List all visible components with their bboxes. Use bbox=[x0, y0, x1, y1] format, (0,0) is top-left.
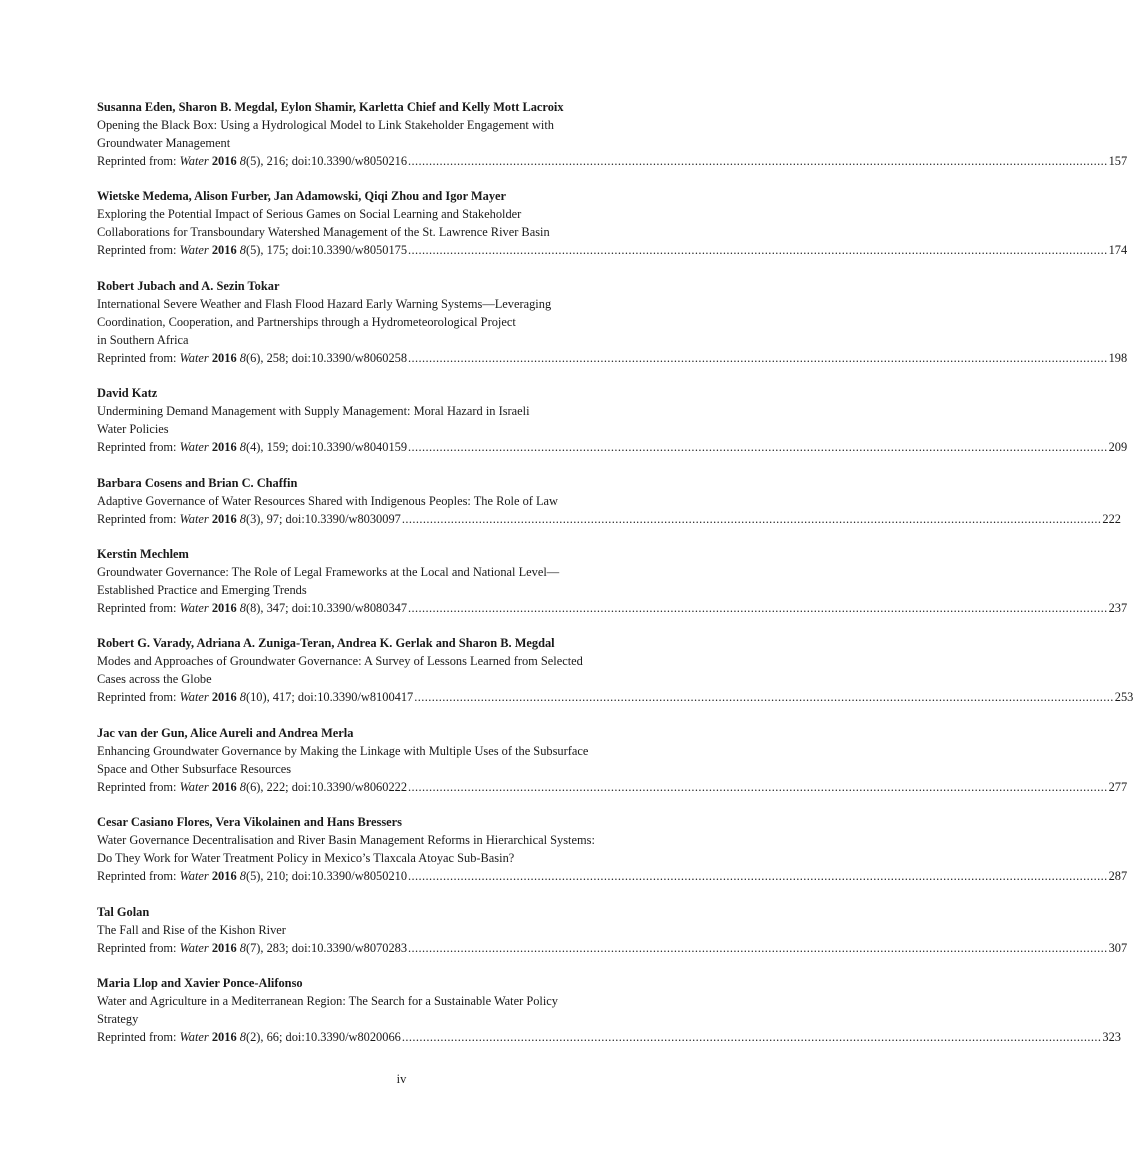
entry-reprint-line bbox=[97, 510, 1121, 528]
volume-number: 8 bbox=[239, 940, 246, 955]
volume-number: 8 bbox=[239, 690, 246, 705]
entry-page-number[interactable]: 277 bbox=[1108, 779, 1128, 794]
issue-article-doi: (2), 66; doi:10.3390/w8020066 bbox=[245, 1029, 401, 1044]
leader-dots: ........................................................................................................................................................................................................ bbox=[401, 1029, 1102, 1044]
journal-name: Water bbox=[179, 600, 209, 615]
publication-year: 2016 bbox=[211, 511, 237, 526]
entry-title-line: Enhancing Groundwater Governance by Making the Linkage with Multiple Uses of the Subsurface bbox=[97, 743, 589, 758]
entry-title-line: Undermining Demand Management with Supply Management: Moral Hazard in Israeli bbox=[97, 404, 530, 419]
journal-name: Water bbox=[179, 511, 209, 526]
journal-name: Water bbox=[179, 350, 209, 365]
entry-authors: Jac van der Gun, Alice Aureli and Andrea Merla bbox=[97, 725, 354, 740]
reprint-label: Reprinted from: bbox=[97, 600, 180, 615]
entry-page-number[interactable]: 157 bbox=[1108, 154, 1128, 168]
journal-name: Water bbox=[179, 243, 209, 258]
volume-number: 8 bbox=[239, 779, 246, 794]
entry-authors: Robert G. Varady, Adriana A. Zuniga-Teran, Andrea K. Gerlak and Sharon B. Megdal bbox=[97, 636, 555, 651]
entry-reprint-line bbox=[97, 1028, 1121, 1046]
entry-title bbox=[97, 742, 685, 778]
publication-year: 2016 bbox=[211, 1029, 237, 1044]
entry-title-line: Modes and Approaches of Groundwater Governance: A Survey of Lessons Learned from Selected bbox=[97, 654, 583, 669]
entry-authors: Tal Golan bbox=[97, 904, 150, 919]
toc-entry[interactable] bbox=[97, 277, 1128, 367]
entry-title bbox=[97, 992, 685, 1028]
entry-title-line: Water Governance Decentralisation and River Basin Management Reforms in Hierarchical Systems: bbox=[97, 833, 595, 848]
toc-entry[interactable] bbox=[97, 98, 1128, 170]
entry-authors: Maria Llop and Xavier Ponce-Alifonso bbox=[97, 975, 303, 990]
reprint-label: Reprinted from: bbox=[97, 869, 180, 884]
publication-year: 2016 bbox=[211, 600, 237, 615]
entry-authors: David Katz bbox=[97, 386, 158, 401]
publication-year: 2016 bbox=[211, 154, 237, 168]
entry-reprint-line bbox=[97, 241, 1128, 259]
issue-article-doi: (3), 97; doi:10.3390/w8030097 bbox=[245, 511, 401, 526]
toc-entry[interactable] bbox=[97, 187, 1128, 259]
toc-entry[interactable] bbox=[97, 474, 1121, 528]
journal-name: Water bbox=[179, 940, 209, 955]
entry-title bbox=[97, 295, 685, 349]
toc-entry[interactable] bbox=[97, 545, 1128, 617]
toc-entry[interactable] bbox=[97, 903, 1128, 957]
issue-article-doi: (5), 216; doi:10.3390/w8050216 bbox=[245, 154, 408, 168]
entry-title bbox=[97, 402, 685, 438]
entry-page-number[interactable]: 287 bbox=[1108, 869, 1128, 884]
entry-title bbox=[97, 831, 685, 867]
entry-title-line: Water and Agriculture in a Mediterranean Region: The Search for a Sustainable Water Policy bbox=[97, 993, 559, 1008]
issue-article-doi: (4), 159; doi:10.3390/w8040159 bbox=[245, 440, 408, 455]
publication-year: 2016 bbox=[211, 940, 237, 955]
entry-page-number[interactable]: 323 bbox=[1102, 1029, 1121, 1044]
leader-dots: ........................................................................................................................................................................................................ bbox=[408, 440, 1108, 455]
publication-year: 2016 bbox=[211, 779, 237, 794]
journal-name: Water bbox=[179, 154, 209, 168]
reprint-label: Reprinted from: bbox=[97, 779, 180, 794]
page-number: iv bbox=[396, 1072, 407, 1086]
entry-title bbox=[97, 205, 685, 241]
entry-page-number[interactable]: 174 bbox=[1108, 243, 1128, 258]
entry-authors: Cesar Casiano Flores, Vera Vikolainen and Hans Bressers bbox=[97, 815, 402, 830]
entry-reprint-line bbox=[97, 867, 1128, 885]
toc-entry[interactable] bbox=[97, 813, 1128, 885]
entry-title-line: in Southern Africa bbox=[97, 332, 189, 347]
entry-reprint-line bbox=[97, 599, 1128, 617]
volume-number: 8 bbox=[239, 511, 246, 526]
entry-title-line: Collaborations for Transboundary Watershed Management of the St. Lawrence River Basin bbox=[97, 225, 550, 240]
toc-entry[interactable] bbox=[97, 634, 1133, 706]
entry-title-line: Exploring the Potential Impact of Serious Games on Social Learning and Stakeholder bbox=[97, 207, 522, 222]
volume-number: 8 bbox=[239, 1029, 246, 1044]
volume-number: 8 bbox=[239, 440, 246, 455]
publication-year: 2016 bbox=[211, 350, 237, 365]
entry-page-number[interactable]: 209 bbox=[1108, 440, 1128, 455]
entry-authors: Kerstin Mechlem bbox=[97, 546, 189, 561]
entry-title-line: Do They Work for Water Treatment Policy in Mexico’s Tlaxcala Atoyac Sub-Basin? bbox=[97, 851, 515, 866]
entry-title bbox=[97, 652, 685, 688]
leader-dots: ........................................................................................................................................................................................................ bbox=[408, 779, 1108, 794]
journal-name: Water bbox=[179, 869, 209, 884]
reprint-label: Reprinted from: bbox=[97, 1029, 180, 1044]
volume-number: 8 bbox=[239, 600, 246, 615]
leader-dots: ........................................................................................................................................................................................................ bbox=[408, 869, 1108, 884]
leader-dots: ........................................................................................................................................................................................................ bbox=[408, 350, 1108, 365]
entry-title-line: Opening the Black Box: Using a Hydrological Model to Link Stakeholder Engagement with bbox=[97, 118, 554, 132]
entry-page-number[interactable]: 198 bbox=[1108, 350, 1128, 365]
toc-entry[interactable] bbox=[97, 724, 1128, 796]
entry-title-line: Groundwater Governance: The Role of Legal Frameworks at the Local and National Level— bbox=[97, 564, 560, 579]
leader-dots: ........................................................................................................................................................................................................ bbox=[408, 600, 1108, 615]
leader-dots: ........................................................................................................................................................................................................ bbox=[414, 690, 1114, 705]
issue-article-doi: (10), 417; doi:10.3390/w8100417 bbox=[245, 690, 414, 705]
toc-entry[interactable] bbox=[97, 384, 1128, 456]
entry-reprint-line bbox=[97, 152, 1128, 170]
entry-title bbox=[97, 921, 685, 939]
entry-title-line: Water Policies bbox=[97, 422, 169, 437]
table-of-contents bbox=[97, 98, 1133, 1063]
leader-dots: ........................................................................................................................................................................................................ bbox=[408, 154, 1108, 168]
entry-authors: Robert Jubach and A. Sezin Tokar bbox=[97, 278, 280, 293]
entry-title-line: The Fall and Rise of the Kishon River bbox=[97, 922, 286, 937]
reprint-label: Reprinted from: bbox=[97, 690, 180, 705]
issue-article-doi: (8), 347; doi:10.3390/w8080347 bbox=[245, 600, 408, 615]
leader-dots: ........................................................................................................................................................................................................ bbox=[401, 511, 1102, 526]
reprint-label: Reprinted from: bbox=[97, 440, 180, 455]
entry-authors: Wietske Medema, Alison Furber, Jan Adamowski, Qiqi Zhou and Igor Mayer bbox=[97, 189, 507, 204]
reprint-label: Reprinted from: bbox=[97, 243, 180, 258]
journal-name: Water bbox=[179, 690, 209, 705]
entry-reprint-line bbox=[97, 349, 1128, 367]
entry-reprint-line bbox=[97, 778, 1128, 796]
reprint-label: Reprinted from: bbox=[97, 350, 180, 365]
journal-name: Water bbox=[179, 779, 209, 794]
entry-authors: Susanna Eden, Sharon B. Megdal, Eylon Shamir, Karletta Chief and Kelly Mott Lacroix bbox=[97, 100, 564, 114]
publication-year: 2016 bbox=[211, 690, 237, 705]
entry-page-number[interactable]: 237 bbox=[1108, 600, 1128, 615]
volume-number: 8 bbox=[239, 243, 246, 258]
entry-page-number[interactable]: 253 bbox=[1114, 690, 1133, 705]
entry-title-line: Established Practice and Emerging Trends bbox=[97, 582, 307, 597]
toc-entry[interactable] bbox=[97, 974, 1121, 1046]
entry-title bbox=[97, 563, 685, 599]
entry-reprint-line bbox=[97, 688, 1133, 706]
leader-dots: ........................................................................................................................................................................................................ bbox=[408, 243, 1108, 258]
issue-article-doi: (6), 258; doi:10.3390/w8060258 bbox=[245, 350, 408, 365]
issue-article-doi: (6), 222; doi:10.3390/w8060222 bbox=[245, 779, 408, 794]
reprint-label: Reprinted from: bbox=[97, 511, 180, 526]
reprint-label: Reprinted from: bbox=[97, 940, 180, 955]
publication-year: 2016 bbox=[211, 869, 237, 884]
entry-reprint-line bbox=[97, 939, 1128, 957]
entry-title-line: International Severe Weather and Flash Flood Hazard Early Warning Systems—Leveraging bbox=[97, 296, 552, 311]
leader-dots: ........................................................................................................................................................................................................ bbox=[408, 940, 1108, 955]
journal-name: Water bbox=[179, 440, 209, 455]
issue-article-doi: (7), 283; doi:10.3390/w8070283 bbox=[245, 940, 408, 955]
entry-title-line: Space and Other Subsurface Resources bbox=[97, 761, 292, 776]
publication-year: 2016 bbox=[211, 243, 237, 258]
volume-number: 8 bbox=[239, 154, 246, 168]
issue-article-doi: (5), 210; doi:10.3390/w8050210 bbox=[245, 869, 408, 884]
entry-title bbox=[97, 492, 685, 510]
publication-year: 2016 bbox=[211, 440, 237, 455]
entry-authors: Barbara Cosens and Brian C. Chaffin bbox=[97, 475, 298, 490]
journal-name: Water bbox=[179, 1029, 209, 1044]
volume-number: 8 bbox=[239, 869, 246, 884]
entry-page-number[interactable]: 307 bbox=[1108, 940, 1128, 955]
reprint-label: Reprinted from: bbox=[97, 154, 180, 168]
entry-page-number[interactable]: 222 bbox=[1102, 511, 1121, 526]
entry-title bbox=[97, 116, 685, 152]
entry-title-line: Adaptive Governance of Water Resources Shared with Indigenous Peoples: The Role of Law bbox=[97, 493, 558, 508]
entry-title-line: Strategy bbox=[97, 1011, 139, 1026]
volume-number: 8 bbox=[239, 350, 246, 365]
entry-title-line: Coordination, Cooperation, and Partnerships through a Hydrometeorological Project bbox=[97, 314, 516, 329]
entry-reprint-line bbox=[97, 438, 1128, 456]
entry-title-line: Cases across the Globe bbox=[97, 672, 212, 687]
issue-article-doi: (5), 175; doi:10.3390/w8050175 bbox=[245, 243, 408, 258]
entry-title-line: Groundwater Management bbox=[97, 136, 231, 150]
